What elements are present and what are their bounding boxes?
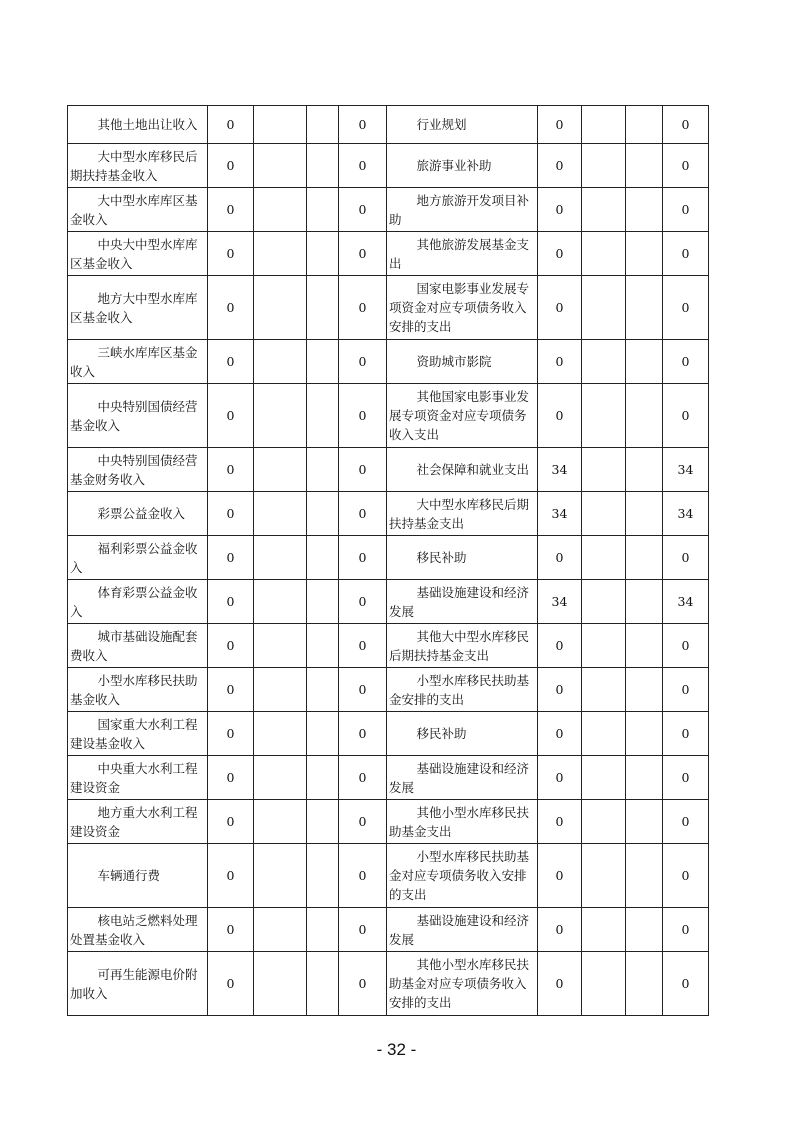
- left-value-2: [254, 844, 307, 908]
- right-value-2: [582, 384, 626, 448]
- right-value-1: 0: [538, 800, 582, 844]
- right-value-3: [626, 232, 663, 276]
- left-value-2: [254, 492, 307, 536]
- left-value-2: [254, 624, 307, 668]
- left-value-1: 0: [208, 580, 254, 624]
- left-value-3: [307, 106, 339, 144]
- right-value-2: [582, 624, 626, 668]
- table-row: [68, 712, 709, 756]
- left-value-total: 0: [339, 536, 387, 580]
- left-value-2: [254, 712, 307, 756]
- right-value-3: [626, 712, 663, 756]
- right-value-3: [626, 448, 663, 492]
- right-item-name: 基础设施建设和经济发展: [387, 908, 538, 952]
- left-value-1: 0: [208, 844, 254, 908]
- left-value-total: 0: [339, 384, 387, 448]
- right-value-total: 34: [663, 492, 709, 536]
- left-value-1: 0: [208, 624, 254, 668]
- left-value-2: [254, 800, 307, 844]
- left-value-2: [254, 908, 307, 952]
- left-value-3: [307, 952, 339, 1016]
- right-value-3: [626, 188, 663, 232]
- left-value-1: 0: [208, 800, 254, 844]
- right-value-total: 0: [663, 712, 709, 756]
- left-value-1: 0: [208, 106, 254, 144]
- left-item-name: 中央特别国债经营基金财务收入: [68, 448, 208, 492]
- left-value-2: [254, 448, 307, 492]
- right-item-name: 移民补助: [387, 536, 538, 580]
- left-value-1: 0: [208, 492, 254, 536]
- left-value-3: [307, 536, 339, 580]
- left-value-total: 0: [339, 492, 387, 536]
- table-row: [68, 448, 709, 492]
- table-row: [68, 188, 709, 232]
- left-value-2: [254, 384, 307, 448]
- left-value-total: 0: [339, 276, 387, 340]
- left-value-3: [307, 232, 339, 276]
- left-value-3: [307, 844, 339, 908]
- right-item-name: 行业规划: [387, 106, 538, 144]
- right-item-name: 地方旅游开发项目补助: [387, 188, 538, 232]
- left-value-2: [254, 106, 307, 144]
- right-value-total: 34: [663, 580, 709, 624]
- left-value-2: [254, 580, 307, 624]
- right-value-2: [582, 668, 626, 712]
- right-value-1: 34: [538, 448, 582, 492]
- left-value-1: 0: [208, 952, 254, 1016]
- right-value-2: [582, 844, 626, 908]
- left-value-1: 0: [208, 756, 254, 800]
- left-item-name: 大中型水库库区基金收入: [68, 188, 208, 232]
- left-value-2: [254, 232, 307, 276]
- left-item-name: 中央大中型水库库区基金收入: [68, 232, 208, 276]
- left-value-1: 0: [208, 448, 254, 492]
- left-value-2: [254, 952, 307, 1016]
- right-value-1: 0: [538, 384, 582, 448]
- left-item-name: 可再生能源电价附加收入: [68, 952, 208, 1016]
- right-item-name: 资助城市影院: [387, 340, 538, 384]
- left-value-1: 0: [208, 144, 254, 188]
- right-value-1: 34: [538, 492, 582, 536]
- right-item-name: 基础设施建设和经济发展: [387, 580, 538, 624]
- right-value-total: 0: [663, 232, 709, 276]
- right-value-3: [626, 952, 663, 1016]
- left-value-3: [307, 908, 339, 952]
- right-value-2: [582, 952, 626, 1016]
- right-item-name: 大中型水库移民后期扶持基金支出: [387, 492, 538, 536]
- right-value-3: [626, 340, 663, 384]
- table-row: [68, 580, 709, 624]
- right-value-1: 0: [538, 844, 582, 908]
- table-row: [68, 106, 709, 144]
- right-value-total: 0: [663, 952, 709, 1016]
- left-item-name: 地方重大水利工程建设资金: [68, 800, 208, 844]
- right-item-name: 基础设施建设和经济发展: [387, 756, 538, 800]
- right-value-1: 0: [538, 624, 582, 668]
- right-value-3: [626, 624, 663, 668]
- left-value-3: [307, 340, 339, 384]
- right-value-1: 0: [538, 106, 582, 144]
- left-value-3: [307, 580, 339, 624]
- right-value-2: [582, 580, 626, 624]
- right-value-2: [582, 448, 626, 492]
- right-item-name: 其他大中型水库移民后期扶持基金支出: [387, 624, 538, 668]
- right-value-3: [626, 756, 663, 800]
- right-value-2: [582, 492, 626, 536]
- left-item-name: 车辆通行费: [68, 844, 208, 908]
- right-value-3: [626, 580, 663, 624]
- left-value-1: 0: [208, 188, 254, 232]
- table-row: [68, 536, 709, 580]
- right-item-name: 旅游事业补助: [387, 144, 538, 188]
- left-value-1: 0: [208, 384, 254, 448]
- right-value-total: 0: [663, 536, 709, 580]
- left-value-3: [307, 276, 339, 340]
- left-value-3: [307, 624, 339, 668]
- right-value-1: 0: [538, 668, 582, 712]
- table-row: [68, 624, 709, 668]
- left-value-3: [307, 448, 339, 492]
- fund-budget-table: [67, 105, 709, 1016]
- left-value-total: 0: [339, 952, 387, 1016]
- right-item-name: 其他小型水库移民扶助基金对应专项债务收入安排的支出: [387, 952, 538, 1016]
- page-number: - 32 -: [376, 1040, 417, 1059]
- table-row: [68, 756, 709, 800]
- left-value-3: [307, 144, 339, 188]
- right-value-3: [626, 492, 663, 536]
- left-value-total: 0: [339, 106, 387, 144]
- left-item-name: 核电站乏燃料处理处置基金收入: [68, 908, 208, 952]
- right-item-name: 其他旅游发展基金支出: [387, 232, 538, 276]
- right-value-2: [582, 756, 626, 800]
- left-value-total: 0: [339, 756, 387, 800]
- left-item-name: 体育彩票公益金收入: [68, 580, 208, 624]
- right-value-3: [626, 144, 663, 188]
- right-value-total: 0: [663, 384, 709, 448]
- right-value-total: 0: [663, 756, 709, 800]
- left-value-total: 0: [339, 844, 387, 908]
- left-item-name: 中央特别国债经营基金收入: [68, 384, 208, 448]
- right-value-2: [582, 536, 626, 580]
- right-value-3: [626, 668, 663, 712]
- left-item-name: 地方大中型水库库区基金收入: [68, 276, 208, 340]
- right-item-name: 国家电影事业发展专项资金对应专项债务收入安排的支出: [387, 276, 538, 340]
- left-item-name: 城市基础设施配套费收入: [68, 624, 208, 668]
- right-value-1: 0: [538, 756, 582, 800]
- table-row: [68, 144, 709, 188]
- left-value-total: 0: [339, 908, 387, 952]
- left-item-name: 大中型水库移民后期扶持基金收入: [68, 144, 208, 188]
- left-value-3: [307, 188, 339, 232]
- left-value-1: 0: [208, 908, 254, 952]
- right-value-total: 0: [663, 188, 709, 232]
- left-item-name: 三峡水库库区基金收入: [68, 340, 208, 384]
- right-item-name: 小型水库移民扶助基金安排的支出: [387, 668, 538, 712]
- table-row: [68, 340, 709, 384]
- left-value-3: [307, 384, 339, 448]
- left-value-2: [254, 188, 307, 232]
- right-value-1: 34: [538, 580, 582, 624]
- right-value-3: [626, 106, 663, 144]
- right-value-2: [582, 188, 626, 232]
- left-value-2: [254, 668, 307, 712]
- right-value-2: [582, 276, 626, 340]
- right-value-total: 0: [663, 340, 709, 384]
- right-value-total: 0: [663, 668, 709, 712]
- table-row: [68, 232, 709, 276]
- left-value-2: [254, 756, 307, 800]
- left-value-total: 0: [339, 580, 387, 624]
- left-value-3: [307, 756, 339, 800]
- left-value-1: 0: [208, 712, 254, 756]
- right-value-1: 0: [538, 144, 582, 188]
- table-row: [68, 844, 709, 908]
- left-item-name: 小型水库移民扶助基金收入: [68, 668, 208, 712]
- right-value-1: 0: [538, 340, 582, 384]
- left-value-total: 0: [339, 144, 387, 188]
- left-value-1: 0: [208, 232, 254, 276]
- left-value-total: 0: [339, 232, 387, 276]
- right-value-2: [582, 908, 626, 952]
- left-item-name: 福利彩票公益金收入: [68, 536, 208, 580]
- right-value-total: 0: [663, 800, 709, 844]
- table-row: [68, 668, 709, 712]
- right-value-3: [626, 800, 663, 844]
- left-value-2: [254, 276, 307, 340]
- left-value-3: [307, 800, 339, 844]
- left-value-3: [307, 712, 339, 756]
- left-value-1: 0: [208, 276, 254, 340]
- left-value-2: [254, 144, 307, 188]
- table-row: [68, 952, 709, 1016]
- right-value-3: [626, 536, 663, 580]
- right-value-1: 0: [538, 188, 582, 232]
- right-value-total: 0: [663, 624, 709, 668]
- left-value-total: 0: [339, 668, 387, 712]
- table-row: [68, 384, 709, 448]
- right-value-2: [582, 232, 626, 276]
- table-row: [68, 276, 709, 340]
- left-value-total: 0: [339, 712, 387, 756]
- table-row: [68, 908, 709, 952]
- right-value-1: 0: [538, 276, 582, 340]
- left-value-total: 0: [339, 448, 387, 492]
- right-value-total: 0: [663, 908, 709, 952]
- right-value-total: 0: [663, 106, 709, 144]
- right-value-total: 0: [663, 276, 709, 340]
- right-value-total: 0: [663, 844, 709, 908]
- right-item-name: 其他小型水库移民扶助基金支出: [387, 800, 538, 844]
- right-item-name: 小型水库移民扶助基金对应专项债务收入安排的支出: [387, 844, 538, 908]
- table-row: [68, 800, 709, 844]
- left-item-name: 中央重大水利工程建设资金: [68, 756, 208, 800]
- right-value-total: 34: [663, 448, 709, 492]
- left-value-total: 0: [339, 800, 387, 844]
- right-value-2: [582, 340, 626, 384]
- right-value-2: [582, 712, 626, 756]
- left-value-1: 0: [208, 340, 254, 384]
- right-value-2: [582, 106, 626, 144]
- right-item-name: 社会保障和就业支出: [387, 448, 538, 492]
- left-value-total: 0: [339, 340, 387, 384]
- left-item-name: 国家重大水利工程建设基金收入: [68, 712, 208, 756]
- right-value-3: [626, 908, 663, 952]
- right-value-1: 0: [538, 712, 582, 756]
- left-value-total: 0: [339, 188, 387, 232]
- left-value-1: 0: [208, 668, 254, 712]
- right-value-2: [582, 144, 626, 188]
- right-item-name: 移民补助: [387, 712, 538, 756]
- table-body: [68, 106, 709, 1016]
- table-row: [68, 492, 709, 536]
- left-value-1: 0: [208, 536, 254, 580]
- right-value-3: [626, 276, 663, 340]
- right-value-1: 0: [538, 536, 582, 580]
- left-value-2: [254, 340, 307, 384]
- right-value-2: [582, 800, 626, 844]
- right-value-total: 0: [663, 144, 709, 188]
- left-value-2: [254, 536, 307, 580]
- right-value-3: [626, 844, 663, 908]
- right-value-1: 0: [538, 952, 582, 1016]
- left-value-3: [307, 668, 339, 712]
- left-value-3: [307, 492, 339, 536]
- left-value-total: 0: [339, 624, 387, 668]
- left-item-name: 彩票公益金收入: [68, 492, 208, 536]
- right-value-1: 0: [538, 232, 582, 276]
- right-item-name: 其他国家电影事业发展专项资金对应专项债务收入支出: [387, 384, 538, 448]
- right-value-3: [626, 384, 663, 448]
- right-value-1: 0: [538, 908, 582, 952]
- left-item-name: 其他土地出让收入: [68, 106, 208, 144]
